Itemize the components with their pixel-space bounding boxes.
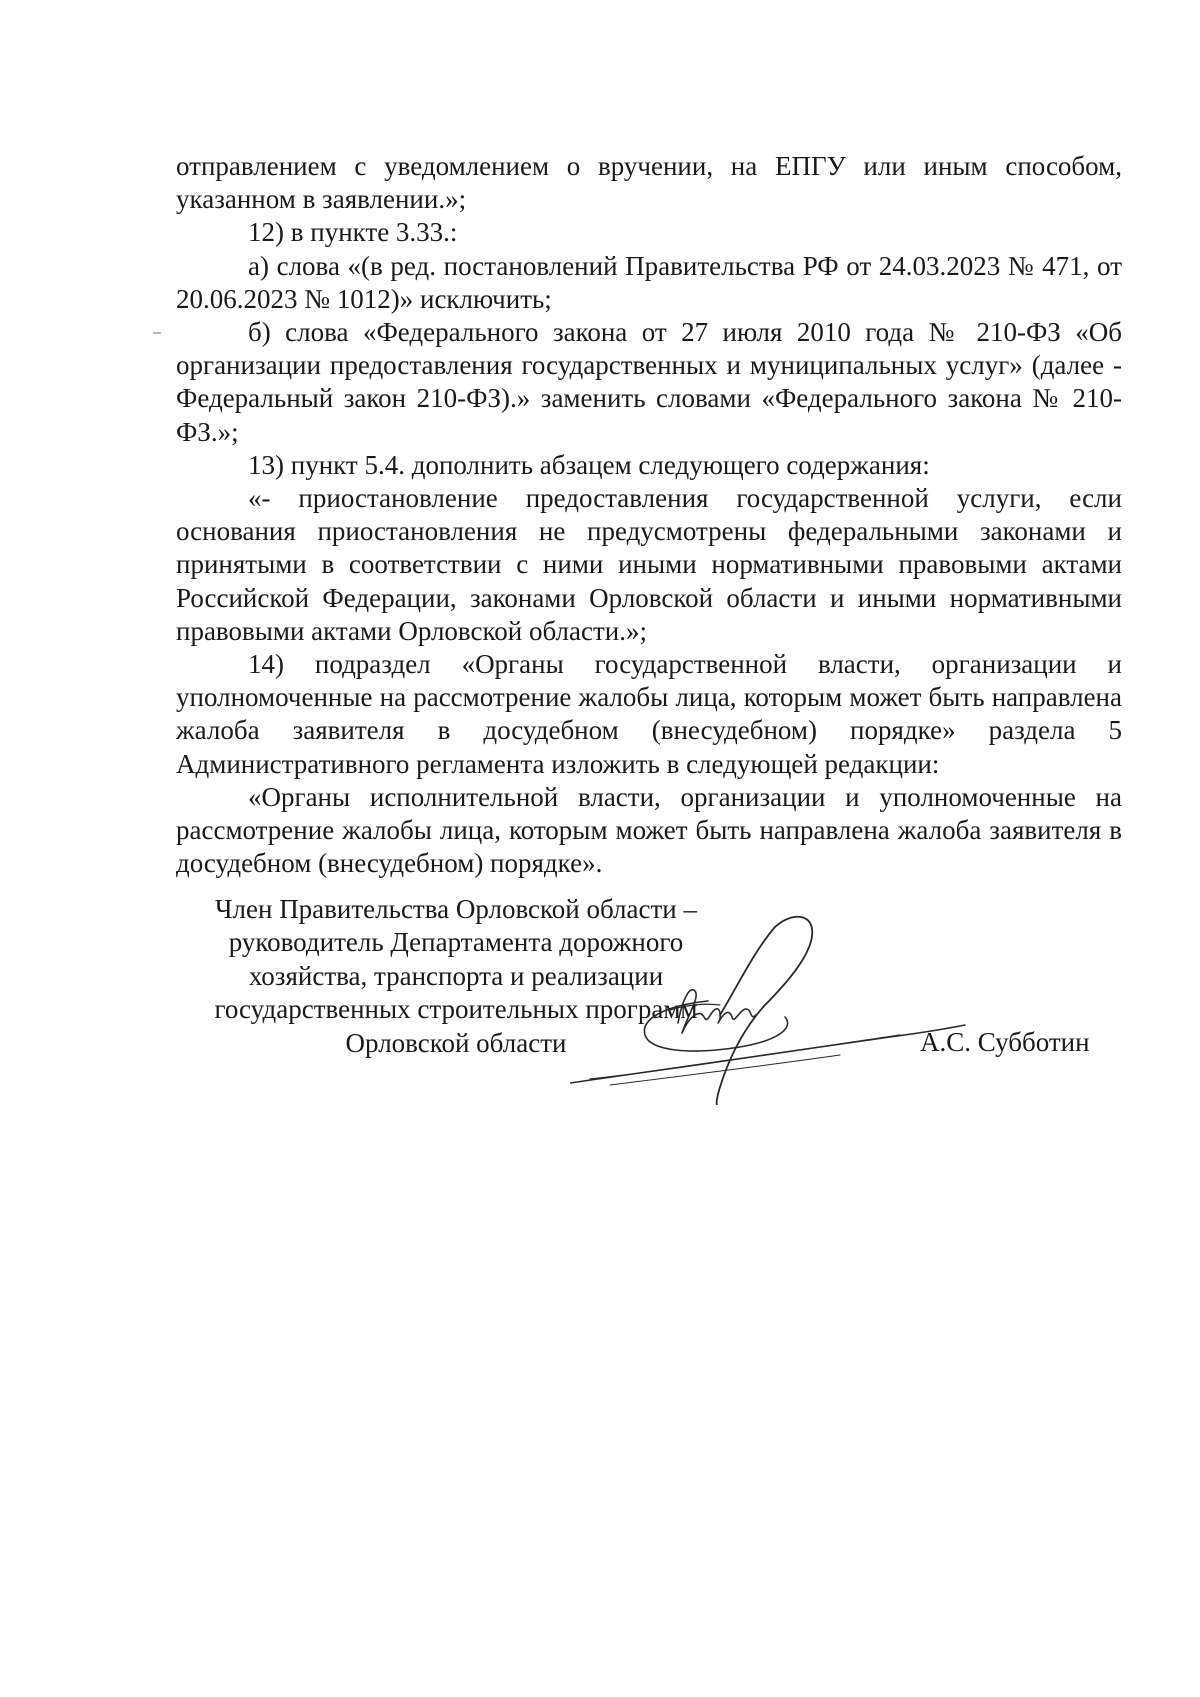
paragraph: «Органы исполнительной власти, организации и уполномоченные на рассмотрение жалобы лица, которым может быть направлена жалоба заявителя в досудебном (внесудебном) порядке». — [176, 781, 1122, 879]
signer-title-line: Орловской области — [345, 1027, 567, 1058]
paragraph: 12) в пункте 3.33.: — [248, 217, 458, 248]
paragraph: «- приостановление предоставления государственной услуги, если основания приостановления не предусмотрены федеральными законами и принятыми в соответствии с ними иными нормативными правовыми актами Российской Федерации, законами Орловской области и иными нормативными правовыми актами Орловской области.»; — [176, 483, 1122, 646]
scan-artifact — [153, 332, 161, 334]
signer-title-line: государственных строительных программ — [214, 994, 698, 1025]
signer-title-line: хозяйства, транспорта и реализации — [248, 960, 664, 991]
paragraph: 14) подраздел «Органы государственной власти, организации и уполномоченные на рассмотрение жалобы лица, которым может быть направлена жалоба заявителя в досудебном (внесудебном) порядке» раздела 5 Административного регламента изложить в следующей редакции: — [176, 649, 1122, 779]
signer-name: А.С. Субботин — [920, 1027, 1090, 1057]
paragraph: 13) пункт 5.4. дополнить абзацем следующего содержания: — [248, 449, 930, 480]
handwritten-signature-icon — [570, 905, 970, 1105]
document-body — [176, 150, 1122, 880]
signer-title-line: Член Правительства Орловской области – — [214, 894, 697, 924]
paragraph: а) слова «(в ред. постановлений Правительства РФ от 24.03.2023 № 471, от 20.06.2023 № 1012)» исключить; — [176, 250, 1122, 314]
paragraph: б) слова «Федерального закона от 27 июля 2010 года № 210-ФЗ «Об организации предоставления государственных и муниципальных услуг» (далее - Федеральный закон 210-ФЗ).» заменить словами «Федерального закона № 210-ФЗ.»; — [176, 317, 1122, 447]
paragraph: отправлением с уведомлением о вручении, на ЕПГУ или иным способом, указанном в заявлении.»; — [176, 151, 1122, 215]
signer-title-line: руководитель Департамента дорожного — [228, 927, 684, 958]
